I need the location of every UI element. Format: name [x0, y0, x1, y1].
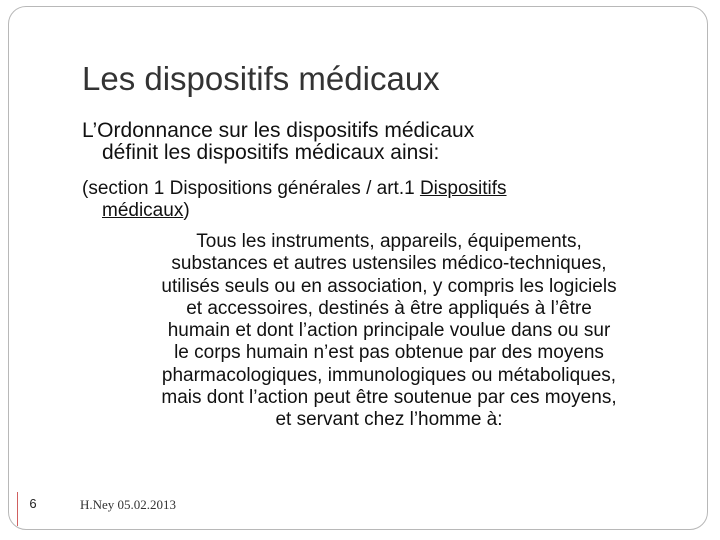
- definition-line: le corps humain n’est pas obtenue par des moyens: [174, 342, 604, 364]
- reference-paragraph: [82, 178, 682, 222]
- definition-line: pharmacologiques, immunologiques ou métaboliques,: [161, 364, 617, 386]
- definition-line: et servant chez l’homme à:: [275, 409, 503, 431]
- intro-line: définit les dispositifs médicaux ainsi:: [102, 141, 440, 164]
- reference-line: [82, 200, 682, 222]
- intro-paragraph: [82, 120, 642, 164]
- slide-footer: H.Ney 05.02.2013: [80, 497, 177, 512]
- reference-link[interactable]: Dispositifs: [419, 178, 507, 199]
- definition-line: Tous les instruments, appareils, équipements,: [196, 231, 582, 252]
- slide-number: 6: [29, 496, 37, 511]
- definition-line: substances et autres ustensiles médico-techniques,: [171, 253, 607, 275]
- reference-link[interactable]: médicaux: [102, 200, 184, 221]
- reference-suffix: ): [183, 200, 190, 221]
- intro-line: L’Ordonnance sur les dispositifs médicaux: [82, 119, 475, 142]
- definition-line: utilisés seuls ou en association, y compris les logiciels: [161, 275, 617, 297]
- reference-line: [82, 178, 682, 200]
- definition-text: [94, 231, 684, 432]
- definition-line: et accessoires, destinés à être appliqués à l’être: [186, 297, 592, 319]
- definition-line: mais dont l’action peut être soutenue par ces moyens,: [161, 387, 617, 409]
- definition-line: humain et dont l’action principale voulue dans ou sur: [167, 320, 611, 342]
- slide-title: Les dispositifs médicaux: [82, 60, 440, 97]
- reference-prefix: (section 1 Dispositions générales / art.1: [82, 178, 420, 199]
